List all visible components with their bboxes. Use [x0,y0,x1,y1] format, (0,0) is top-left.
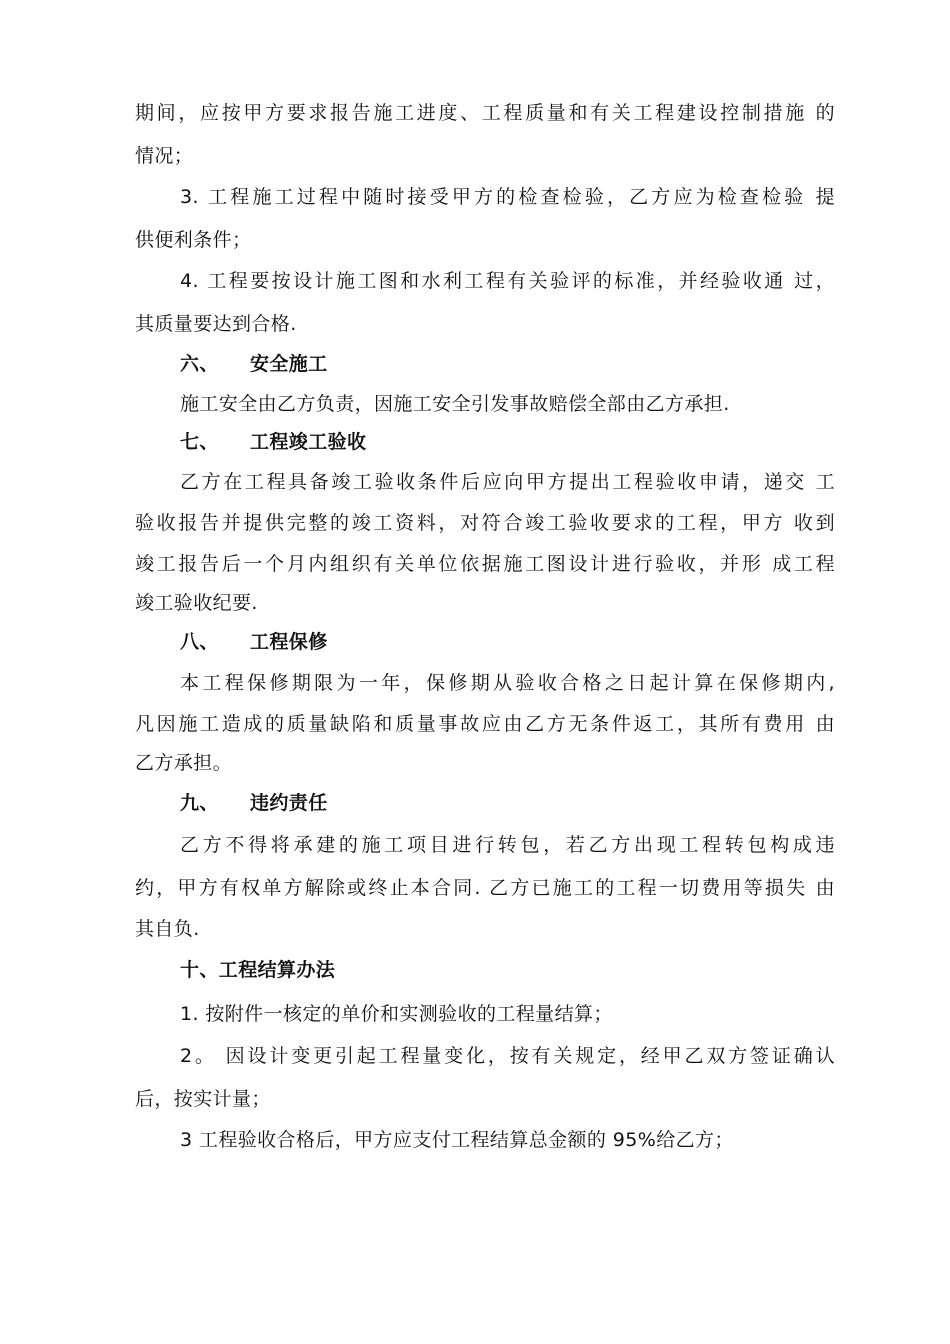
section-title: 违约责任 [250,792,328,814]
paragraph-line: 其质量要达到合格. [135,313,297,335]
section-number: 八、 [180,631,219,653]
paragraph-line: 1. 按附件一核定的单价和实测验收的工程量结算； [180,1003,613,1025]
paragraph-line: 3. 工程施工过程中随时接受甲方的检查检验，乙方应为检查检验 提 [180,186,835,208]
paragraph-line: 乙方承担。 [135,752,233,774]
paragraph-line: 3 工程验收合格后，甲方应支付工程结算总金额的 95%给乙方； [180,1129,734,1151]
paragraph-line: 竣工报告后一个月内组织有关单位依据施工图设计进行验收，并形 成工程 [135,553,835,575]
section-number: 九、 [180,792,219,814]
paragraph-line: 2。 因设计变更引起工程量变化，按有关规定，经甲乙双方签证确认 [180,1045,835,1067]
paragraph-line: 期间，应按甲方要求报告施工进度、工程质量和有关工程建设控制措施 的 [135,102,835,124]
section-heading-6 [180,351,835,377]
paragraph-line: 后，按实计量； [135,1088,271,1110]
paragraph-line: 凡因施工造成的质量缺陷和质量事故应由乙方无条件返工，其所有费用 由 [135,713,835,735]
paragraph-line: 乙方不得将承建的施工项目进行转包，若乙方出现工程转包构成违 [180,834,835,856]
paragraph-line: 本工程保修期限为一年，保修期从验收合格之日起计算在保修期内, [180,672,835,694]
paragraph-line: 竣工验收纪要. [135,592,258,614]
paragraph-line: 验收报告并提供完整的竣工资料，对符合竣工验收要求的工程，甲方 收到 [135,512,835,534]
paragraph-line: 约，甲方有权单方解除或终止本合同. 乙方已施工的工程一切费用等损失 由 [135,877,835,899]
section-title: 工程竣工验收 [250,431,367,453]
paragraph-line: 供便利条件； [135,229,252,251]
section-number: 六、 [180,353,219,375]
section-title: 安全施工 [250,353,328,375]
section-title: 工程保修 [250,631,328,653]
paragraph-line: 施工安全由乙方负责，因施工安全引发事故赔偿全部由乙方承担. [180,393,730,415]
paragraph-line: 情况； [135,145,194,167]
section-heading-10: 十、工程结算办法 [180,959,336,981]
paragraph-line: 其自负. [135,918,200,940]
section-heading-9 [180,790,835,816]
section-heading-7 [180,429,835,455]
paragraph-line: 4. 工程要按设计施工图和水利工程有关验评的标准，并经验收通 过， [180,270,835,292]
section-number: 七、 [180,431,219,453]
paragraph-line: 乙方在工程具备竣工验收条件后应向甲方提出工程验收申请，递交 工 [180,471,835,493]
section-heading-8 [180,629,835,655]
